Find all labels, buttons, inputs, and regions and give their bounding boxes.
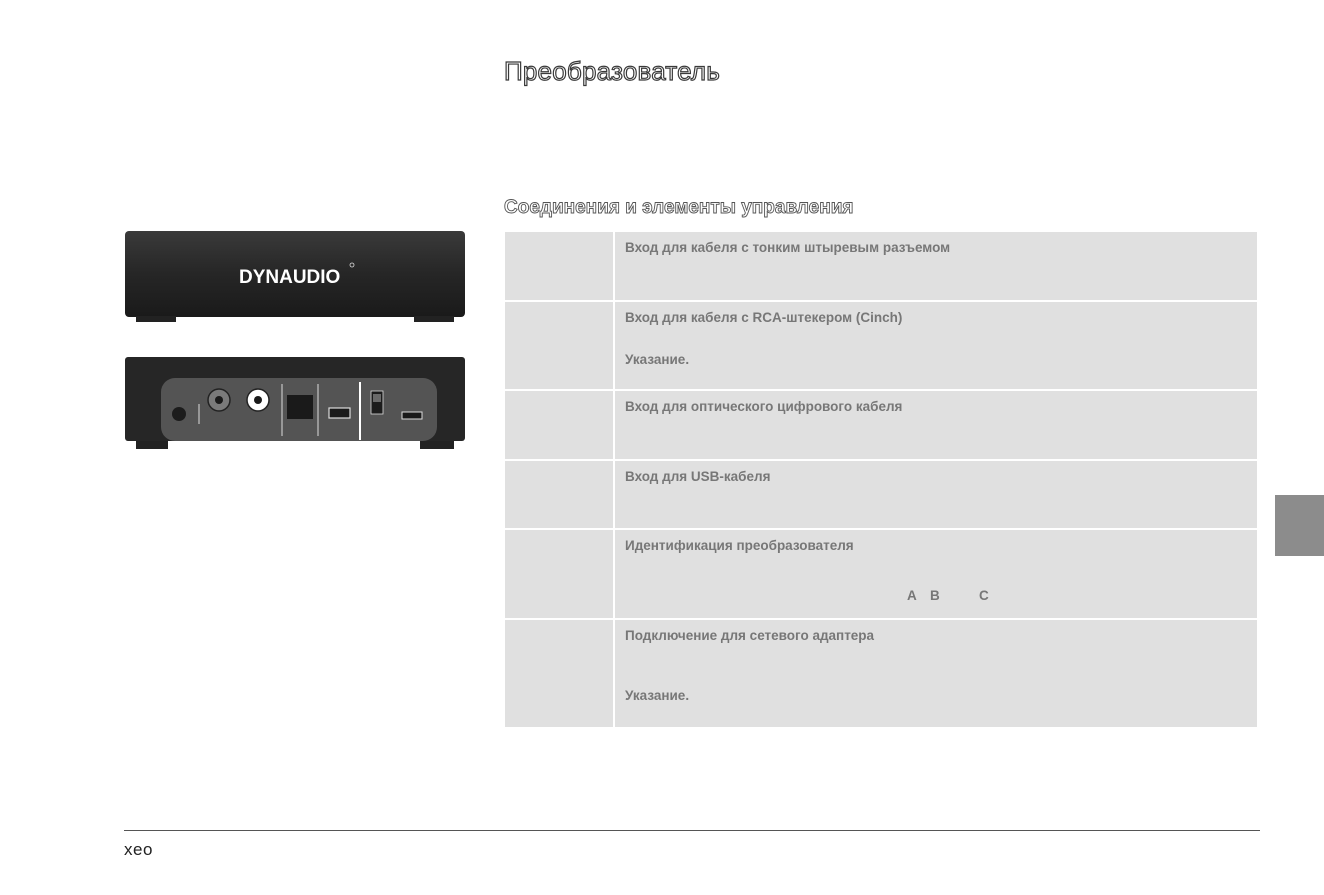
footer-brand: xeo [124, 840, 153, 859]
section-title: Соединения и элементы управления [504, 197, 854, 218]
device-rear-illustration [124, 356, 466, 452]
mini-jack-port-icon [172, 407, 186, 421]
connections-table [505, 232, 1257, 729]
row-key-cell [505, 529, 614, 619]
brand-logo: DYNAUDIO [239, 267, 341, 288]
row-text: Вход для кабеля с тонким штыревым разъемом [625, 240, 951, 255]
row-text: Подключение для сетевого адаптера [625, 628, 875, 643]
row-key-cell [505, 301, 614, 390]
footer-divider [124, 830, 1260, 831]
row-key-cell [505, 460, 614, 529]
row-text: Идентификация преобразователя [625, 538, 854, 553]
row-text: Вход для оптического цифрового кабеля [625, 399, 903, 414]
switch-label-a: A [907, 588, 917, 603]
table-row [505, 529, 1257, 619]
switch-labels [625, 588, 1247, 604]
power-port-icon [402, 412, 422, 419]
row-key-cell [505, 232, 614, 301]
table-row [505, 232, 1257, 301]
row-text: Вход для кабеля с RCA-штекером (Cinch) [625, 310, 903, 325]
table-row [505, 460, 1257, 529]
row-note: Указание. [625, 688, 690, 703]
switch-label-c: C [979, 588, 989, 603]
switch-label-b: B [930, 588, 940, 603]
table-row [505, 390, 1257, 460]
page-title: Преобразователь [504, 56, 721, 86]
row-key-cell [505, 619, 614, 728]
table-row [505, 619, 1257, 728]
row-text: Вход для USB-кабеля [625, 469, 771, 484]
table-row [505, 301, 1257, 390]
usb-port-icon [329, 408, 350, 418]
optical-port-icon [287, 395, 313, 419]
device-front-illustration [124, 230, 466, 326]
row-key-cell [505, 390, 614, 460]
language-side-tab [1275, 495, 1324, 556]
row-note: Указание. [625, 352, 690, 367]
